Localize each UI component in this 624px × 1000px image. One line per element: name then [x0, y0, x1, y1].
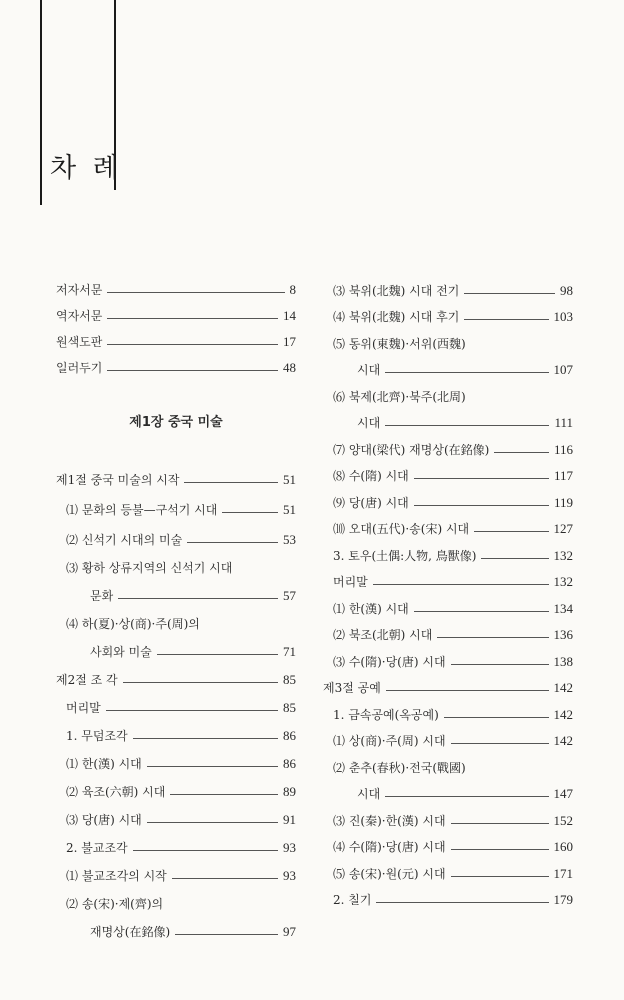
toc-entry-label: ⑼ 당(唐) 시대 — [333, 495, 409, 510]
toc-entry-label: 사회와 미술 — [90, 645, 152, 659]
toc-entry-label: ⑷ 수(隋)·당(唐) 시대 — [333, 840, 446, 854]
toc-leader-line — [385, 796, 548, 797]
toc-leader-line — [133, 850, 278, 851]
toc-entry-page: 160 — [553, 839, 573, 854]
toc-entry — [56, 747, 296, 775]
toc-entry-page: 86 — [283, 728, 296, 743]
toc-entry-label: ⑴ 한(漢) 시대 — [66, 757, 142, 771]
toc-leader-line — [451, 664, 549, 665]
toc-leader-line — [385, 425, 549, 426]
toc-entry-label: 1. 금속공예(옥공예) — [333, 707, 439, 722]
toc-entry — [333, 408, 573, 435]
toc-entry — [56, 775, 296, 803]
toc-entry-label: 문화 — [90, 589, 114, 603]
toc-entry — [333, 567, 573, 594]
toc-entry-page: 91 — [283, 812, 296, 827]
toc-entry-page: 53 — [283, 532, 296, 547]
toc-entry-label: ⑶ 황하 상류지역의 신석기 시대 — [66, 561, 233, 575]
toc-entry — [56, 607, 296, 635]
toc-entry — [56, 831, 296, 859]
toc-entry-page: 98 — [560, 282, 573, 298]
toc-entry-page: 136 — [553, 627, 573, 642]
toc-entry — [56, 719, 296, 747]
toc-entry — [333, 275, 573, 302]
toc-entry-label: 일러두기 — [56, 361, 103, 375]
toc-leader-line — [414, 478, 549, 479]
toc-entry-label: 원색도판 — [56, 335, 103, 349]
toc-entry-label: 3. 토우(土偶:人物, 鳥獸像) — [333, 548, 477, 563]
toc-entry-label: 시대 — [357, 787, 381, 801]
toc-entry-label: ⑴ 불교조각의 시작 — [66, 869, 167, 883]
toc-entry-page: 132 — [553, 547, 573, 563]
toc-entry-label: 저자서문 — [56, 283, 103, 297]
toc-entry-page: 142 — [553, 680, 573, 695]
toc-leader-line — [107, 318, 278, 319]
toc-entry — [333, 646, 573, 673]
toc-entry-label: ⑵ 신석기 시대의 미술 — [66, 533, 183, 547]
toc-leader-line — [147, 766, 278, 767]
toc-entry — [56, 691, 296, 719]
toc-entry-page: 179 — [553, 892, 573, 907]
toc-entry-page: 8 — [289, 282, 296, 297]
toc-entry — [333, 461, 573, 488]
toc-leader-line — [414, 611, 549, 612]
toc-entry-label: 머리말 — [66, 701, 101, 715]
page-title: 차 례 — [50, 153, 123, 184]
chapter-heading — [56, 379, 296, 461]
toc-entry — [56, 887, 296, 915]
toc-leader-line — [373, 584, 549, 585]
toc-entry-page: 117 — [553, 468, 573, 483]
chapter-title: 제1장 중국 미술 — [129, 414, 223, 430]
toc-entry-label: ⑷ 하(夏)·상(商)·주(周)의 — [66, 617, 200, 631]
toc-entry-page: 97 — [283, 924, 296, 939]
toc-entry-label: 재명상(在銘像) — [90, 925, 171, 939]
toc-entry-page: 89 — [283, 784, 296, 799]
toc-entry-label: ⑶ 당(唐) 시대 — [66, 813, 142, 827]
toc-leader-line — [107, 292, 284, 293]
toc-entry-label: ⑵ 육조(六朝) 시대 — [66, 785, 166, 799]
toc-entry — [56, 353, 296, 379]
toc-leader-line — [376, 902, 548, 903]
vertical-rule-1 — [40, 0, 42, 205]
toc-entry-page: 48 — [283, 360, 296, 375]
toc-leader-line — [464, 319, 548, 320]
toc-entry-label: 역자서문 — [56, 309, 103, 323]
toc-entry — [333, 355, 573, 382]
toc-entry-page: 119 — [553, 494, 573, 510]
toc-entry — [333, 752, 573, 779]
toc-entry-page: 71 — [283, 644, 296, 659]
toc-entry — [56, 663, 296, 691]
toc-leader-line — [107, 344, 278, 345]
toc-entry-label: ⑵ 춘추(春秋)·전국(戰國) — [333, 760, 466, 775]
toc-entry — [56, 859, 296, 887]
toc-entry — [56, 461, 296, 491]
toc-entry-page: 138 — [553, 653, 573, 669]
toc-entry — [56, 491, 296, 521]
toc-leader-line — [494, 452, 549, 453]
toc-entry-label: 2. 불교조각 — [66, 841, 128, 855]
toc-entry — [56, 327, 296, 353]
toc-entry-page: 142 — [553, 733, 573, 748]
toc-entry-page: 171 — [553, 865, 573, 881]
toc-leader-line — [451, 876, 549, 877]
toc-entry-label: ⑶ 진(秦)·한(漢) 시대 — [333, 813, 446, 828]
toc-leader-line — [385, 372, 548, 373]
toc-entry-label: ⑸ 동위(東魏)·서위(西魏) — [333, 336, 466, 351]
toc-entry-label: ⑴ 한(漢) 시대 — [333, 601, 409, 616]
toc-leader-line — [437, 637, 548, 638]
toc-entry — [56, 275, 296, 301]
toc-entry-label: 시대 — [357, 363, 381, 377]
toc-leader-line — [386, 690, 549, 691]
toc-entry — [333, 514, 573, 541]
toc-entry-page: 107 — [553, 362, 573, 377]
toc-leader-line — [157, 654, 278, 655]
toc-leader-line — [184, 482, 278, 483]
toc-entry — [333, 381, 573, 408]
toc-entry — [333, 699, 573, 726]
toc-entry-label: ⑴ 문화의 등불—구석기 시대 — [66, 503, 218, 517]
toc-entry — [56, 301, 296, 327]
toc-leader-line — [147, 822, 278, 823]
toc-entry — [333, 434, 573, 461]
toc-leader-line — [222, 512, 278, 513]
toc-left-column — [56, 275, 296, 943]
toc-entry — [56, 803, 296, 831]
toc-leader-line — [123, 682, 278, 683]
toc-entry-label: ⑻ 수(隋) 시대 — [333, 469, 409, 483]
toc-entry-label: ⑹ 북제(北齊)·북주(北周) — [333, 389, 466, 404]
toc-entry-page: 51 — [283, 472, 296, 487]
toc-entry-page: 93 — [283, 840, 296, 855]
toc-entry-label: ⑺ 양대(梁代) 재명상(在銘像) — [333, 442, 490, 457]
toc-entry-page: 85 — [283, 700, 296, 715]
toc-leader-line — [107, 370, 278, 371]
toc-entry-page: 127 — [553, 521, 573, 536]
toc-entry — [333, 540, 573, 567]
toc-entry-page: 134 — [553, 600, 573, 616]
toc-entry — [56, 915, 296, 943]
toc-leader-line — [172, 878, 278, 879]
toc-leader-line — [474, 531, 548, 532]
toc-entry-page: 103 — [553, 309, 573, 324]
toc-leader-line — [451, 743, 549, 744]
toc-entry-label: ⑵ 북조(北朝) 시대 — [333, 628, 433, 642]
toc-entry-label: 시대 — [357, 416, 381, 430]
toc-entry — [56, 635, 296, 663]
toc-entry — [333, 805, 573, 832]
toc-leader-line — [451, 849, 549, 850]
toc-entry — [333, 593, 573, 620]
toc-entry-label: 1. 무덤조각 — [66, 729, 128, 743]
toc-entry-label: ⑸ 송(宋)·원(元) 시대 — [333, 866, 446, 881]
toc-entry-label: 제1절 중국 미술의 시작 — [56, 473, 180, 487]
toc-leader-line — [464, 293, 555, 294]
toc-entry-label: ⑶ 북위(北魏) 시대 전기 — [333, 283, 460, 298]
toc-entry-label: ⑷ 북위(北魏) 시대 후기 — [333, 310, 460, 324]
toc-leader-line — [414, 505, 549, 506]
toc-entry-page: 86 — [283, 756, 296, 771]
toc-leader-line — [444, 717, 549, 718]
toc-entry-page: 14 — [283, 308, 296, 323]
toc-entry-label: ⑶ 수(隋)·당(唐) 시대 — [333, 654, 446, 669]
toc-right-column — [323, 275, 573, 911]
toc-entry-page: 57 — [283, 588, 296, 603]
toc-entry-page: 147 — [553, 786, 573, 801]
toc-entry — [333, 487, 573, 514]
toc-entry-page: 85 — [283, 672, 296, 687]
toc-entry — [333, 620, 573, 647]
toc-entry — [56, 579, 296, 607]
toc-leader-line — [451, 823, 549, 824]
toc-entry — [333, 302, 573, 329]
toc-entry-label: ⑴ 상(商)·주(周) 시대 — [333, 734, 446, 748]
toc-entry-page: 132 — [553, 574, 573, 589]
toc-entry — [333, 885, 573, 912]
toc-entry-page: 17 — [283, 334, 296, 349]
toc-entry — [333, 832, 573, 859]
toc-entry-page: 152 — [553, 812, 573, 828]
toc-entry — [56, 551, 296, 579]
toc-entry-page: 111 — [554, 415, 573, 430]
toc-leader-line — [175, 934, 278, 935]
toc-entry-label: 제3절 공예 — [323, 681, 381, 695]
toc-entry-page: 51 — [283, 502, 296, 517]
toc-entry-label: 2. 칠기 — [333, 893, 372, 907]
toc-leader-line — [170, 794, 278, 795]
toc-leader-line — [118, 598, 278, 599]
toc-entry — [333, 779, 573, 806]
toc-leader-line — [133, 738, 278, 739]
toc-entry-label: 머리말 — [333, 575, 368, 589]
toc-entry-page: 116 — [553, 441, 573, 457]
toc-entry-label: 제2절 조 각 — [56, 673, 118, 687]
toc-entry — [323, 673, 573, 700]
toc-entry-page: 142 — [553, 706, 573, 722]
toc-entry — [333, 726, 573, 753]
toc-entry-page: 93 — [283, 868, 296, 883]
toc-entry — [56, 521, 296, 551]
toc-entry-label: ⑵ 송(宋)·제(齊)의 — [66, 897, 164, 911]
toc-leader-line — [481, 558, 548, 559]
toc-entry-label: ⑽ 오대(五代)·송(宋) 시대 — [333, 522, 470, 536]
toc-entry — [333, 328, 573, 355]
toc-entry — [333, 858, 573, 885]
toc-leader-line — [187, 542, 278, 543]
toc-leader-line — [106, 710, 278, 711]
